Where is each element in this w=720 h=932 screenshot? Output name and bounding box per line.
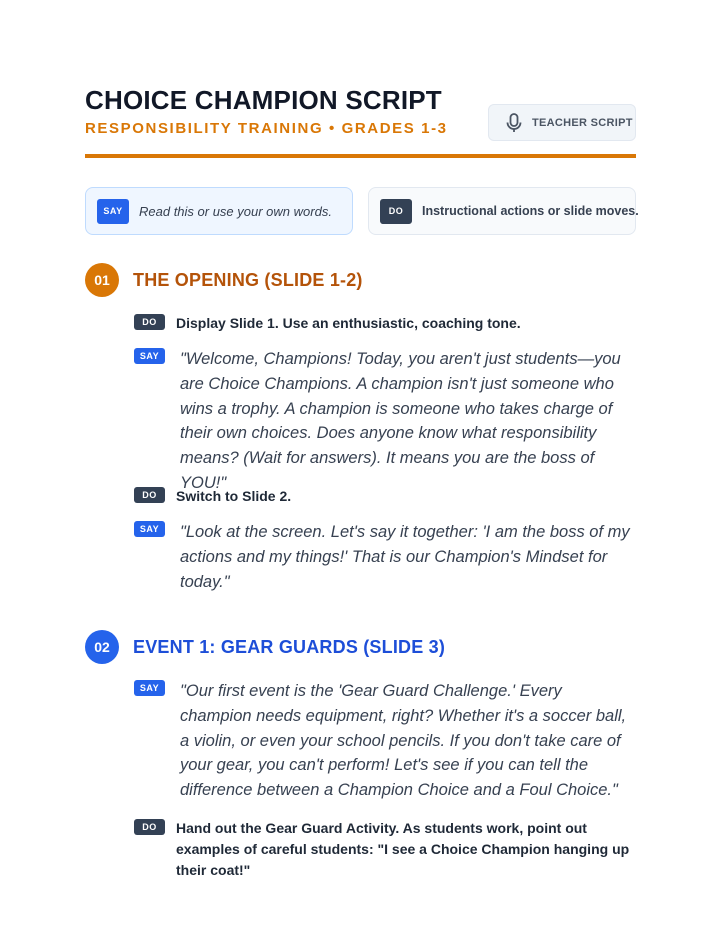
say-tag: SAY: [134, 348, 165, 364]
section-title: THE OPENING (SLIDE 1-2): [133, 269, 363, 290]
say-tag: SAY: [134, 680, 165, 696]
script-step-do: [134, 313, 636, 334]
script-step-do: [134, 818, 636, 881]
step-text: Switch to Slide 2.: [176, 488, 292, 504]
legend-do-text: Instructional actions or slide moves.: [422, 204, 639, 218]
legend-say-text: Read this or use your own words.: [139, 203, 332, 219]
section-number: 02: [85, 630, 119, 664]
say-tag: SAY: [134, 521, 165, 537]
step-text: "Our first event is the 'Gear Guard Challenge.' Every champion needs equipment, right? Whether it's a soccer ball, a violin, or even your school pencils. If you don't take care of your gear, you can't perform! Let's see if you can tell the difference between a Champion Choice and a Foul Choice.": [180, 682, 627, 800]
step-text: "Welcome, Champions! Today, you aren't just students—you are Choice Champions. A champion isn't just someone who wins a trophy. A champion is someone who takes charge of their own choices. Does anyone know what responsibility means? (Wait for answers). It means you are the boss of YOU!": [180, 350, 621, 492]
legend-do: [368, 187, 639, 235]
teacher-script-label: TEACHER SCRIPT: [532, 116, 633, 129]
page-title: CHOICE CHAMPION SCRIPT: [85, 85, 442, 115]
script-step-say: [134, 679, 636, 803]
page-header: [85, 86, 636, 158]
step-text: "Look at the screen. Let's say it together: 'I am the boss of my actions and my things!' That is our Champion's Mindset for today.": [180, 523, 630, 591]
teacher-script-badge: [488, 104, 636, 141]
section-number: 01: [85, 263, 119, 297]
script-step-do: [134, 486, 636, 507]
do-tag: DO: [134, 314, 165, 330]
section-header: [85, 263, 363, 297]
section-header: [85, 630, 445, 664]
do-tag: DO: [380, 199, 412, 224]
page-subtitle: RESPONSIBILITY TRAINING • GRADES 1-3: [85, 120, 448, 137]
section-title: EVENT 1: GEAR GUARDS (SLIDE 3): [133, 636, 446, 657]
do-tag: DO: [134, 819, 165, 835]
script-step-say: [134, 520, 636, 594]
microphone-icon: [506, 113, 522, 133]
step-text: Hand out the Gear Guard Activity. As students work, point out examples of careful students: "I see a Choice Champion hanging up their coat!": [176, 820, 630, 878]
say-tag: SAY: [97, 199, 129, 224]
step-text: Display Slide 1. Use an enthusiastic, coaching tone.: [176, 315, 521, 331]
legend-say: [85, 187, 353, 235]
script-step-say: [134, 347, 636, 496]
do-tag: DO: [134, 487, 165, 503]
